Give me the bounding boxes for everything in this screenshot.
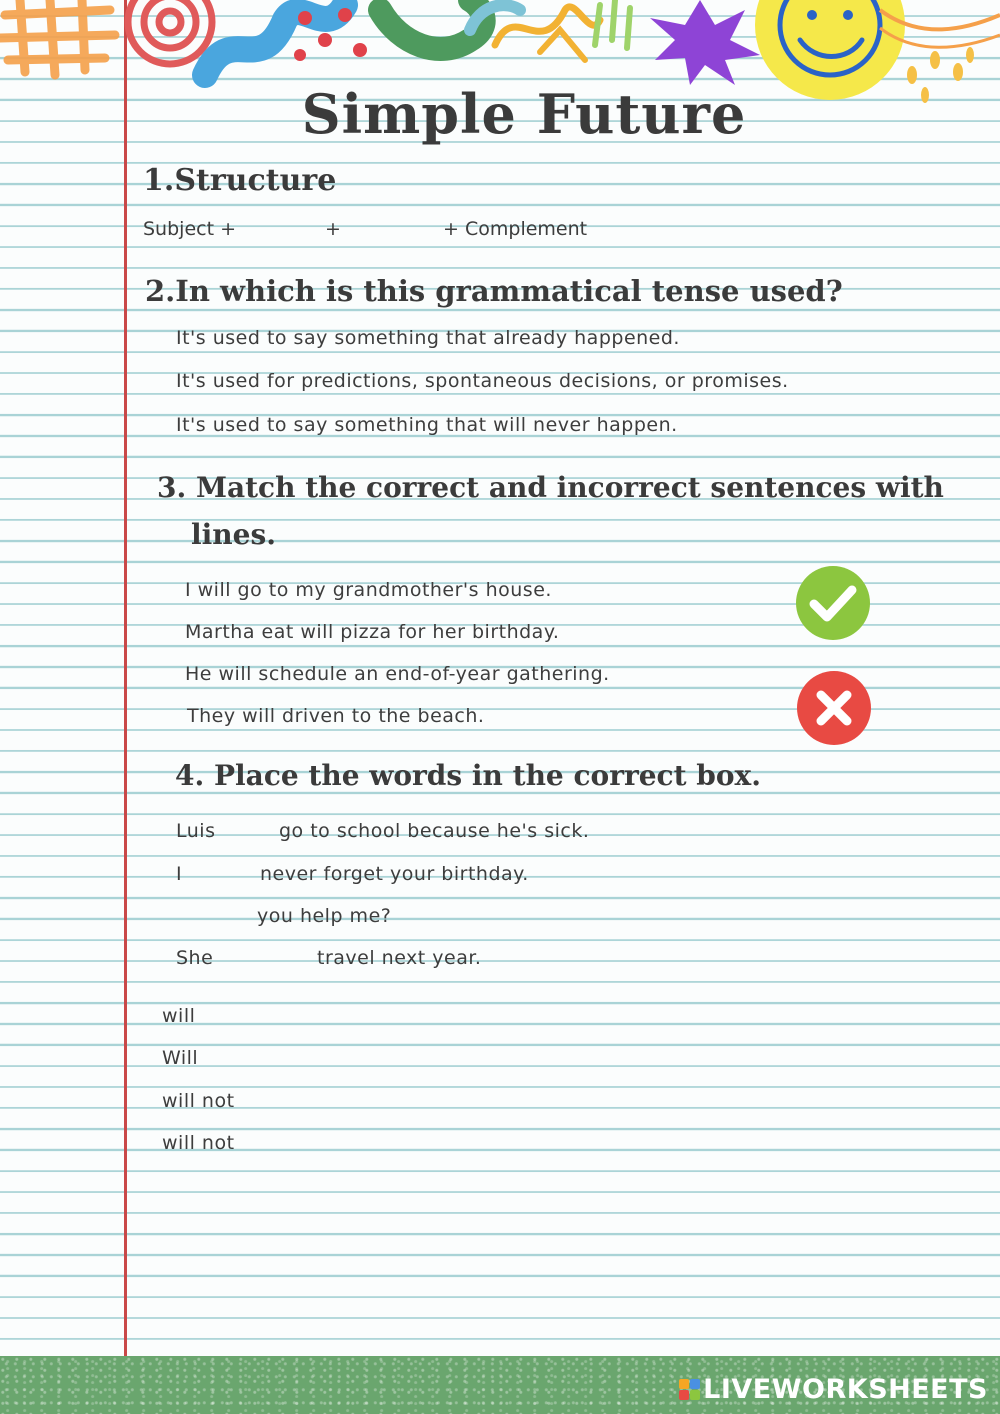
fill-row-start: She [176, 947, 214, 969]
incorrect-badge[interactable] [797, 671, 871, 745]
option-item[interactable]: It's used to say something that already happened. [176, 327, 680, 349]
formula-plus-1: + [325, 218, 341, 240]
correct-badge[interactable] [796, 566, 870, 640]
section-4-heading: 4. Place the words in the correct box. [175, 759, 761, 792]
word-bank-item[interactable]: will [162, 1005, 196, 1027]
option-item[interactable]: It's used to say something that will never happen. [176, 414, 678, 436]
checkmark-icon [796, 566, 870, 640]
section-3-heading-continued: lines. [191, 518, 276, 551]
word-bank-item[interactable]: will not [162, 1132, 235, 1154]
option-item[interactable]: It's used for predictions, spontaneous decisions, or promises. [176, 370, 789, 392]
formula-subject: Subject + [143, 218, 236, 240]
formula-plus-2: + [443, 218, 459, 240]
fill-row-end: you help me? [257, 905, 392, 927]
match-sentence[interactable]: He will schedule an end-of-year gathering. [185, 663, 610, 685]
fill-row-start: Luis [176, 820, 216, 842]
logo-text: LIVEWORKSHEETS [703, 1373, 988, 1405]
section-3-heading: 3. Match the correct and incorrect sentences with [157, 471, 944, 504]
liveworksheets-logo-icon [679, 1379, 700, 1400]
match-sentence[interactable]: Martha eat will pizza for her birthday. [185, 621, 560, 643]
section-1-heading: 1.Structure [143, 163, 337, 198]
fill-row-end: never forget your birthday. [260, 863, 529, 885]
page-title: Simple Future [301, 82, 747, 146]
section-2-heading: 2.In which is this grammatical tense used? [145, 274, 843, 308]
fill-row-end: go to school because he's sick. [279, 820, 590, 842]
word-bank-item[interactable]: Will [162, 1047, 199, 1069]
liveworksheets-logo[interactable] [679, 1374, 988, 1404]
notebook-margin-line [124, 0, 127, 1414]
formula-complement: Complement [465, 218, 588, 240]
match-sentence[interactable]: They will driven to the beach. [187, 705, 485, 727]
fill-row-end: travel next year. [317, 947, 482, 969]
word-bank-item[interactable]: will not [162, 1090, 235, 1112]
fill-row-start: I [176, 863, 183, 885]
cross-icon [797, 671, 871, 745]
match-sentence[interactable]: I will go to my grandmother's house. [185, 579, 552, 601]
